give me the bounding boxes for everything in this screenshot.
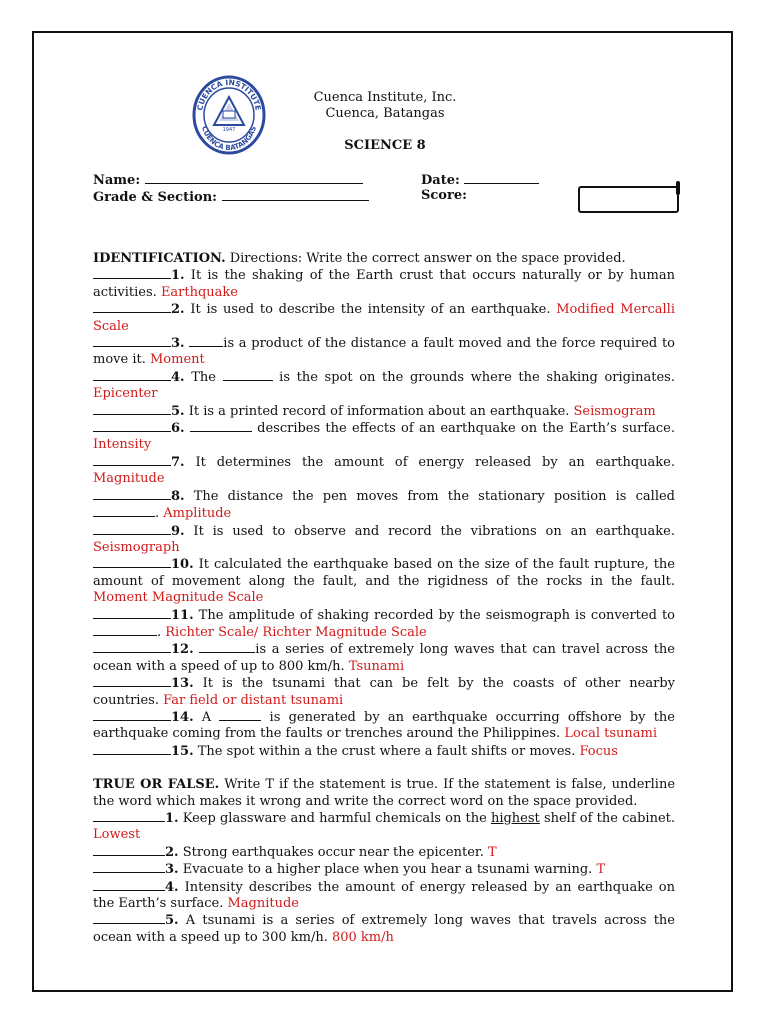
- text-segment: The amplitude of shaking recorded by the seismograph is converted to: [193, 607, 675, 623]
- text-segment: The: [184, 369, 223, 385]
- answer-blank[interactable]: [93, 743, 171, 755]
- true-false-item: [93, 810, 675, 844]
- text-segment: It is used to observe and record the vibrations on an earthquake.: [184, 523, 675, 539]
- true-false-heading: [93, 777, 675, 810]
- identification-item: [93, 454, 675, 488]
- worksheet-body: [93, 251, 675, 946]
- date-label: Date:: [421, 173, 460, 188]
- answer-key: Seismogram: [573, 403, 656, 419]
- answer-blank[interactable]: [93, 709, 171, 721]
- identification-item: [93, 488, 675, 523]
- school-seal-logo: [192, 75, 266, 155]
- answer-blank[interactable]: [93, 861, 165, 873]
- institution-location: Cuenca, Batangas: [325, 106, 445, 121]
- text-segment: 5.: [171, 403, 185, 419]
- text-segment: A tsunami is a series of extremely long waves that travels across the ocean with a speed up to 300 km/h.: [93, 913, 675, 945]
- name-label: Name:: [93, 173, 141, 188]
- identification-item: [93, 675, 675, 709]
- text-segment: 13.: [171, 676, 194, 692]
- text-segment: 6.: [171, 421, 185, 437]
- score-field: [421, 188, 467, 204]
- text-segment: A: [193, 709, 220, 725]
- answer-key: Lowest: [93, 827, 141, 843]
- answer-blank[interactable]: [93, 335, 171, 347]
- answer-key: Far field or distant tsunami: [163, 692, 344, 708]
- inline-blank[interactable]: [189, 335, 223, 347]
- text-segment: 12.: [171, 642, 194, 658]
- text-segment: 4.: [165, 879, 179, 895]
- inline-blank[interactable]: [93, 505, 155, 517]
- text-segment: 2.: [165, 844, 179, 860]
- identification-title: IDENTIFICATION.: [93, 251, 226, 266]
- answer-key: Intensity: [93, 437, 152, 453]
- identification-item: [93, 420, 675, 454]
- text-segment: 3.: [165, 862, 179, 878]
- answer-key: Magnitude: [227, 896, 299, 912]
- text-segment: is a series of extremely long waves that can travel across the ocean with a speed of up to 800 km/h.: [93, 642, 675, 674]
- true-false-item: [93, 844, 675, 861]
- text-segment: is a product of the distance a fault moved and the force required to move it.: [93, 336, 675, 368]
- answer-blank[interactable]: [93, 810, 165, 822]
- answer-blank[interactable]: [93, 675, 171, 687]
- answer-blank[interactable]: [93, 607, 171, 619]
- answer-key: T: [487, 844, 497, 860]
- answer-blank[interactable]: [93, 420, 171, 432]
- date-blank[interactable]: [464, 171, 539, 184]
- inline-blank[interactable]: [190, 420, 252, 432]
- text-segment: Keep glassware and harmful chemicals on the: [178, 811, 491, 826]
- score-label: Score:: [421, 188, 467, 203]
- answer-blank[interactable]: [93, 267, 171, 279]
- identification-item: [93, 369, 675, 403]
- answer-blank[interactable]: [93, 844, 165, 856]
- answer-blank[interactable]: [93, 912, 165, 924]
- text-segment: .: [155, 506, 164, 522]
- text-segment: is the spot on the grounds where the shaking originates.: [272, 369, 675, 385]
- text-segment: 9.: [171, 523, 185, 539]
- text-segment: 5.: [165, 913, 179, 929]
- answer-key: 800 km/h: [331, 929, 394, 945]
- text-segment: 3.: [171, 336, 185, 352]
- identification-item: [93, 607, 675, 642]
- identification-item: [93, 301, 675, 335]
- identification-item: [93, 403, 675, 420]
- text-segment: 1.: [165, 811, 179, 826]
- inline-blank[interactable]: [219, 709, 261, 721]
- answer-key: Amplitude: [163, 506, 232, 522]
- text-segment: 8.: [171, 488, 185, 504]
- text-segment: It is the tsunami that can be felt by the coasts of other nearby countries.: [93, 676, 675, 708]
- name-field[interactable]: [93, 171, 363, 189]
- text-segment: 15.: [171, 743, 194, 759]
- answer-key: Tsunami: [348, 658, 405, 674]
- answer-key: Richter Scale/ Richter Magnitude Scale: [165, 624, 427, 640]
- answer-blank[interactable]: [93, 369, 171, 381]
- score-box[interactable]: [578, 186, 679, 213]
- inline-blank[interactable]: [93, 624, 157, 636]
- answer-key: Local tsunami: [564, 726, 657, 742]
- answer-blank[interactable]: [93, 879, 165, 891]
- answer-key: Moment Magnitude Scale: [93, 590, 264, 606]
- text-segment: is generated by an earthquake occurring offshore by the earthquake coming from the faults or trenches around the Philippines.: [93, 709, 675, 742]
- text-segment: 4.: [171, 369, 185, 385]
- name-blank[interactable]: [145, 171, 363, 184]
- institution-name: Cuenca Institute, Inc.: [313, 90, 457, 105]
- answer-blank[interactable]: [93, 523, 171, 535]
- identification-item: [93, 556, 675, 606]
- text-segment: shelf of the cabinet.: [539, 811, 675, 826]
- answer-key: Focus: [579, 743, 618, 759]
- text-segment: Evacuate to a higher place when you hear a tsunami warning.: [178, 862, 597, 878]
- text-segment: Strong earthquakes occur near the epicenter.: [178, 844, 488, 860]
- identification-heading: [93, 251, 675, 267]
- text-segment: It calculated the earthquake based on the size of the fault rupture, the amount of movement along the fault, and the rigidness of the rocks in the fault.: [93, 557, 675, 589]
- identification-directions: Directions: Write the correct answer on the space provided.: [225, 251, 626, 266]
- answer-blank[interactable]: [93, 556, 171, 568]
- true-false-item: [93, 879, 675, 913]
- true-false-item: [93, 861, 675, 878]
- text-segment: 14.: [171, 709, 194, 725]
- text-segment: 2.: [171, 302, 185, 318]
- text-segment: It is the shaking of the Earth crust that occurs naturally or by human activities.: [93, 268, 675, 300]
- text-segment: 11.: [171, 607, 194, 623]
- answer-blank[interactable]: [93, 454, 171, 466]
- inline-blank[interactable]: [223, 369, 273, 381]
- answer-key: Earthquake: [160, 284, 239, 300]
- identification-item: [93, 743, 675, 760]
- seal-year: 1947: [222, 127, 236, 133]
- grade-section-blank[interactable]: [222, 188, 369, 201]
- identification-item: [93, 523, 675, 557]
- answer-key: Moment: [149, 352, 205, 368]
- answer-key: T: [596, 862, 606, 878]
- true-false-directions: Write T if the statement is true. If the statement is false, underline the word which makes it wrong and write the correct word on the space provided.: [93, 777, 676, 809]
- answer-key: Seismograph: [93, 539, 180, 555]
- true-false-title: TRUE OR FALSE.: [93, 777, 220, 793]
- identification-item: [93, 335, 675, 369]
- answer-blank[interactable]: [93, 488, 171, 500]
- answer-blank[interactable]: [93, 403, 171, 415]
- seal-bottom-text: CUENCA BATANGAS: [199, 125, 259, 153]
- text-segment: .: [157, 624, 166, 640]
- identification-item: [93, 709, 675, 743]
- true-false-item: [93, 912, 675, 946]
- date-field[interactable]: [421, 171, 539, 189]
- grade-section-label: Grade & Section:: [93, 190, 217, 205]
- seal-top-text: CUENCA INSTITUTE: [195, 77, 263, 112]
- text-segment: 1.: [171, 268, 185, 284]
- answer-blank[interactable]: [93, 641, 171, 653]
- subject-title: SCIENCE 8: [344, 138, 426, 153]
- underlined-word: highest: [490, 811, 540, 826]
- text-segment: 10.: [171, 557, 194, 573]
- text-segment: It is used to describe the intensity of an earthquake.: [184, 302, 557, 318]
- grade-section-field[interactable]: [93, 188, 369, 206]
- identification-item: [93, 641, 675, 675]
- answer-key: Magnitude: [93, 471, 165, 487]
- text-segment: Intensity describes the amount of energy released by an earthquake on the Earth’s surface.: [93, 879, 675, 912]
- answer-blank[interactable]: [93, 301, 171, 313]
- answer-key: Epicenter: [93, 386, 158, 402]
- identification-item: [93, 267, 675, 301]
- text-segment: It determines the amount of energy released by an earthquake.: [184, 454, 675, 470]
- text-segment: The distance the pen moves from the stationary position is called: [184, 488, 675, 504]
- text-segment: It is a printed record of information about an earthquake.: [184, 403, 574, 419]
- answer-key: Modified Mercalli Scale: [93, 302, 675, 334]
- text-segment: The spot within a the crust where a fault shifts or moves.: [193, 743, 580, 759]
- text-segment: 7.: [171, 454, 185, 470]
- text-segment: describes the effects of an earthquake on the Earth’s surface.: [251, 421, 675, 437]
- inline-blank[interactable]: [199, 641, 255, 653]
